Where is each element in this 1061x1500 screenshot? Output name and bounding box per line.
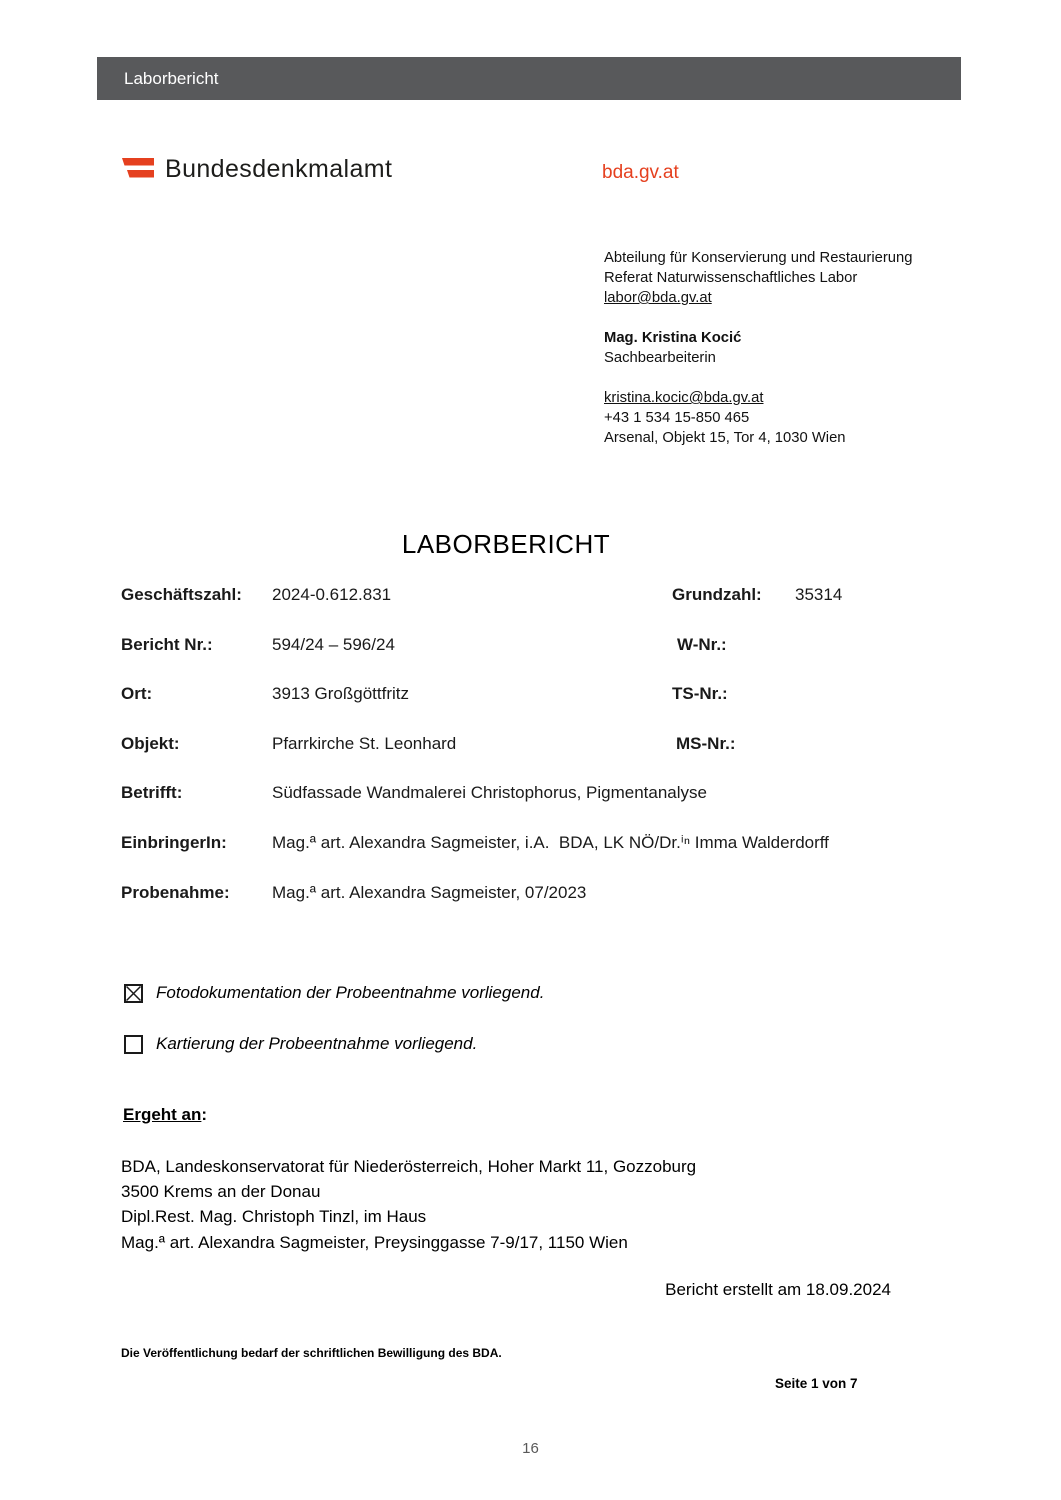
contact-phone: +43 1 534 15-850 465 [604, 410, 750, 426]
field-value: Mag.ª art. Alexandra Sagmeister, 07/2023 [272, 882, 587, 902]
field-label: Ort: [121, 684, 153, 704]
field-value: 2024-0.612.831 [272, 585, 392, 604]
brand-name: Bundesdenkmalamt [165, 155, 393, 183]
scan-page-number: 16 [522, 1440, 539, 1457]
contact-address: Arsenal, Objekt 15, Tor 4, 1030 Wien [604, 430, 846, 446]
field-row-geschaeftszahl [121, 585, 911, 635]
report-created-date: Bericht erstellt am 18.09.2024 [665, 1280, 891, 1299]
field-label: EinbringerIn: [121, 832, 227, 852]
field-value: 594/24 – 596/24 [272, 634, 395, 654]
bundesdenkmalamt-flag-logo-icon [117, 157, 154, 179]
field-row-einbringerin [121, 833, 911, 883]
person-email-link: kristina.kocic@bda.gv.at [604, 390, 764, 406]
publication-note: Die Veröffentlichung bedarf der schriftlichen Bewilligung des BDA. [121, 1346, 502, 1360]
recipient-line: Mag.ª art. Alexandra Sagmeister, Preysinggasse 7-9/17, 1150 Wien [121, 1232, 628, 1252]
field-value: 35314 [795, 585, 843, 604]
field-label: Objekt: [121, 733, 180, 753]
checkbox-label: Kartierung der Probeentnahme vorliegend. [156, 1034, 478, 1053]
contact-department: Abteilung für Konservierung und Restaurierung [604, 250, 913, 266]
recipient-line: BDA, Landeskonservatorat für Niederösterreich, Hoher Markt 11, Gozzoburg [121, 1157, 697, 1176]
document-header-bar [97, 57, 961, 100]
contact-block [604, 248, 912, 448]
field-row-bericht-nr [121, 635, 911, 685]
distribution-heading [123, 1105, 207, 1125]
x-mark-icon [126, 986, 141, 1001]
checkbox-unchecked-icon [124, 1035, 143, 1054]
distribution-recipient-list [121, 1154, 696, 1255]
distribution-heading-colon: : [201, 1105, 208, 1124]
field-label: TS-Nr.: [672, 684, 728, 704]
field-value: Pfarrkirche St. Leonhard [272, 733, 457, 753]
contact-person-role: Sachbearbeiterin [604, 350, 716, 366]
brand-website-link: bda.gv.at [602, 162, 679, 183]
page-title: LABORBERICHT [401, 529, 611, 559]
contact-person-name: Mag. Kristina Kocić [604, 330, 742, 346]
page-indicator: Seite 1 von 7 [775, 1376, 858, 1391]
field-row-objekt [121, 734, 911, 784]
checkbox-row-fotodokumentation [124, 983, 544, 1003]
department-email-link: labor@bda.gv.at [604, 290, 712, 306]
recipient-line: 3500 Krems an der Donau [121, 1182, 321, 1202]
header-bar-label: Laborbericht [124, 68, 219, 88]
field-label: Grundzahl: [672, 585, 762, 604]
field-label: Betrifft: [121, 783, 183, 803]
field-value: Südfassade Wandmalerei Christophorus, Pigmentanalyse [272, 783, 707, 803]
checkbox-row-kartierung [124, 1034, 477, 1054]
field-value: Mag.ª art. Alexandra Sagmeister, i.A. BDA, LK NÖ/Dr.ⁱⁿ Imma Walderdorff [272, 832, 829, 852]
field-label: Bericht Nr.: [121, 634, 213, 654]
field-label: W-Nr.: [677, 634, 727, 654]
checkbox-label: Fotodokumentation der Probeentnahme vorliegend. [156, 983, 545, 1002]
distribution-heading-text: Ergeht an [123, 1105, 202, 1124]
report-field-table [121, 585, 911, 932]
field-label: Probenahme: [121, 882, 230, 902]
checkbox-checked-icon [124, 984, 143, 1003]
field-row-betrifft [121, 783, 911, 833]
field-value: 3913 Großgöttfritz [272, 684, 410, 704]
recipient-line: Dipl.Rest. Mag. Christoph Tinzl, im Haus [121, 1207, 427, 1227]
field-row-ort [121, 684, 911, 734]
field-label: MS-Nr.: [676, 733, 736, 753]
field-label: Geschäftszahl: [121, 585, 242, 604]
contact-unit: Referat Naturwissenschaftliches Labor [604, 270, 858, 286]
field-row-probenahme [121, 883, 911, 933]
